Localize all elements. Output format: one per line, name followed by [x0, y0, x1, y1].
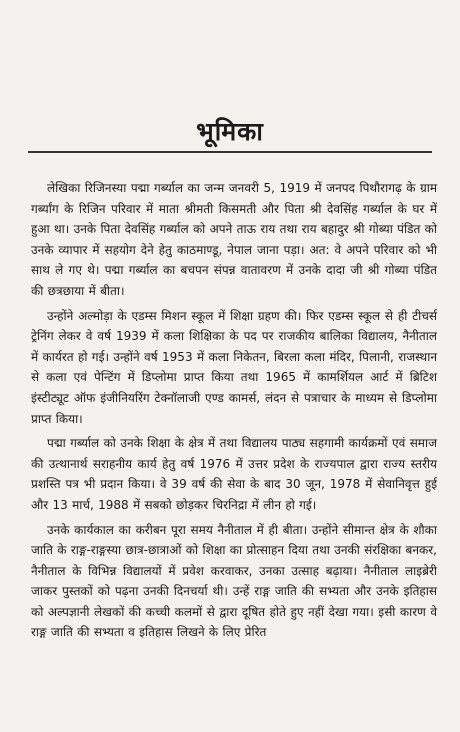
- paragraph-1: लेखिका रिजिनस्या पद्मा गर्ब्याल का जन्म जनवरी 5, 1919 में जनपद पिथौरागढ़ के ग्राम गर्ब्यांग के रिजिन परिवार में माता श्रीमती किसमती और पिता श्री देवसिंह गर्ब्याल के घर में हुआ था। उनके पिता देवसिंह गर्ब्याल को अपने ताऊ राय तथा राय बहादुर श्री गोब्या पंडित को उनके व्यापार में सहयोग देने हेतु काठमाण्डू, नेपाल जाना पड़ा। अत: वे अपने परिवार को भी साथ ले गए थे। पद्मा गर्ब्याल का बचपन संपन्न वातावरण में उनके दादा जी श्री गोब्या पंडित की छत्रछाया में बीता।: [31, 181, 437, 298]
- title-divider: [28, 151, 432, 153]
- page-title: भूमिका: [196, 117, 264, 146]
- paragraph-2: उन्होंने अल्मोड़ा के एडम्स मिशन स्कूल में शिक्षा ग्रहण की। फिर एडम्स स्कूल से ही टीचर्स ट्रेनिंग लेकर वे वर्ष 1939 में कला शिक्षिका के पद पर राजकीय बालिका विद्यालय, नैनीताल में कार्यरत हो गई। उन्होंने वर्ष 1953 में कला निकेतन, बिरला कला मंदिर, पिलानी, राजस्थान से कला एवं पेन्टिंग में डिप्लोमा प्राप्त किया तथा 1965 में कामर्शियल आर्ट में ब्रिटिश इंस्टीट्यूट ऑफ इंजीनियरिंग टेक्नॉलाजी एण्ड कामर्स, लंदन से पत्राचार के माध्यम से डिप्लोमा प्राप्त किया।: [31, 308, 437, 426]
- paragraph-4: उनके कार्यकाल का करीबन पूरा समय नैनीताल में ही बीता। उन्होंने सीमान्त क्षेत्र के शौका जाति के राङ्ग-राङ्गस्या छात्र-छात्राओं को शिक्षा का प्रोत्साहन दिया तथा उनकी संरक्षिका बनकर, नैनीताल के विभिन्न विद्यालयों में प्रवेश करवाकर, उनका उत्साह बढ़ाया। नैनीताल लाइब्रेरी जाकर पुस्तकों को पढ़ना उनकी दिनचर्या थी। उन्हें राङ्ग जाति की सभ्यता और उनके इतिहास को अल्पज्ञानी लेखकों की कच्ची कलमों से द्वारा दूषित होते हुए नहीं देखा गया। इसी कारण वे राङ्ग जाति की सभ्यता व इतिहास लिखने के लिए प्रेरित: [31, 522, 437, 640]
- paragraph-3: पद्मा गर्ब्याल को उनके शिक्षा के क्षेत्र में तथा विद्यालय पाठ्य सहगामी कार्यक्रमों एवं समाज की उत्थानार्थ सराहनीय कार्य हेतु वर्ष 1976 में उत्तर प्रदेश के राज्यपाल द्वारा राज्य स्तरीय प्रशस्ति पत्र भी प्रदान किया। वे 39 वर्ष की सेवा के बाद 30 जून, 1978 में सेवानिवृत्त हुई और 13 मार्च, 1988 में सबको छोड़कर चिरनिद्रा में लीन हो गई।: [31, 436, 437, 512]
- page-body: [31, 178, 437, 647]
